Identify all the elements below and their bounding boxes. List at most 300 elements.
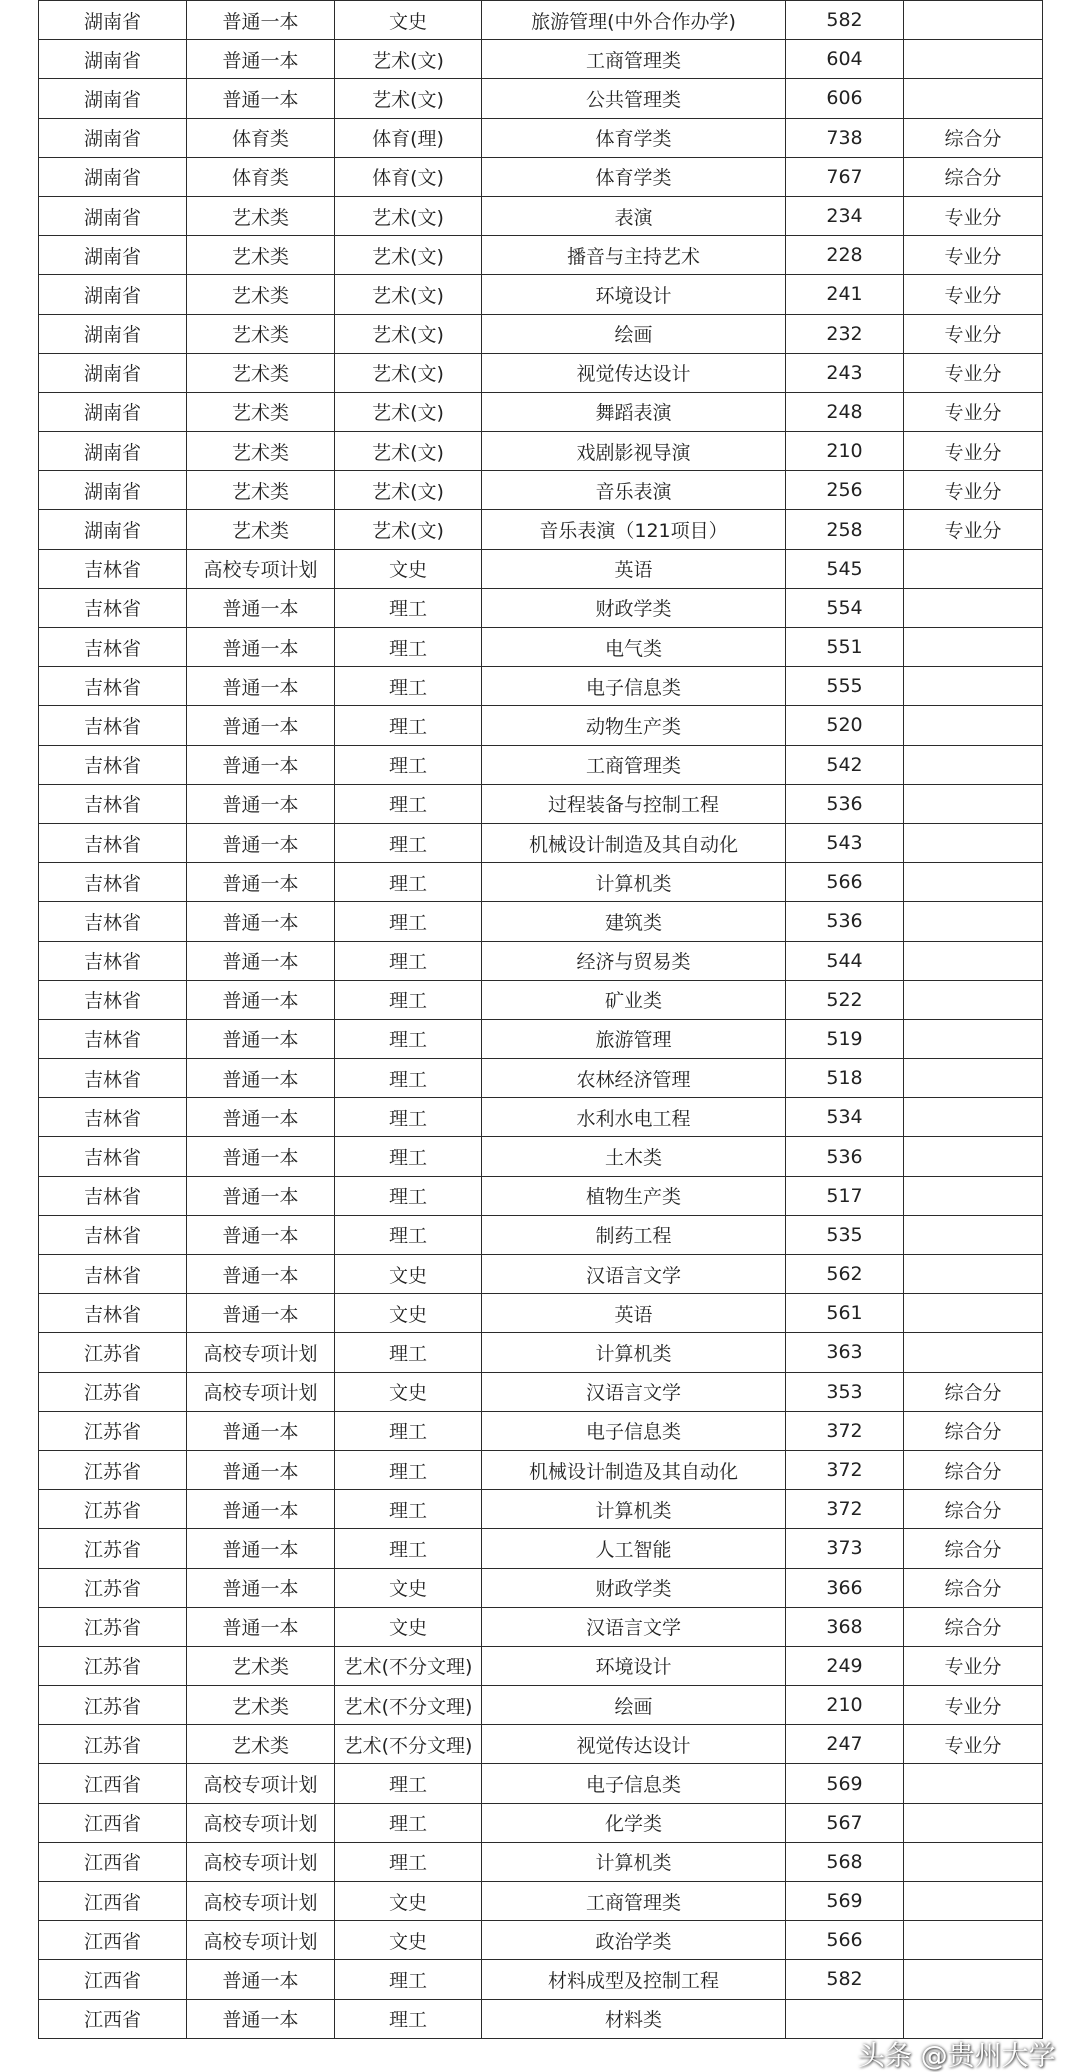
major-cell: 旅游管理(中外合作办学) bbox=[482, 1, 786, 40]
score-cell: 520 bbox=[786, 706, 904, 745]
category-cell: 艺术(不分文理) bbox=[335, 1686, 482, 1725]
note-cell bbox=[904, 941, 1043, 980]
province-cell: 吉林省 bbox=[39, 784, 187, 823]
score-cell: 534 bbox=[786, 1098, 904, 1137]
province-cell: 湖南省 bbox=[39, 510, 187, 549]
table-row bbox=[39, 588, 1043, 627]
batch-cell: 高校专项计划 bbox=[187, 1333, 335, 1372]
category-cell: 艺术(文) bbox=[335, 196, 482, 235]
score-cell: 551 bbox=[786, 628, 904, 667]
table-row bbox=[39, 549, 1043, 588]
score-cell: 606 bbox=[786, 79, 904, 118]
note-cell bbox=[904, 1921, 1043, 1960]
score-cell: 562 bbox=[786, 1255, 904, 1294]
category-cell: 理工 bbox=[335, 863, 482, 902]
category-cell: 理工 bbox=[335, 745, 482, 784]
table-row bbox=[39, 667, 1043, 706]
major-cell: 计算机类 bbox=[482, 863, 786, 902]
batch-cell: 普通一本 bbox=[187, 1607, 335, 1646]
category-cell: 艺术(文) bbox=[335, 314, 482, 353]
major-cell: 绘画 bbox=[482, 1686, 786, 1725]
note-cell bbox=[904, 823, 1043, 862]
category-cell: 文史 bbox=[335, 549, 482, 588]
province-cell: 江苏省 bbox=[39, 1568, 187, 1607]
major-cell: 电子信息类 bbox=[482, 1764, 786, 1803]
batch-cell: 普通一本 bbox=[187, 1450, 335, 1489]
table-row bbox=[39, 40, 1043, 79]
table-row bbox=[39, 706, 1043, 745]
province-cell: 吉林省 bbox=[39, 667, 187, 706]
table-row bbox=[39, 392, 1043, 431]
province-cell: 湖南省 bbox=[39, 118, 187, 157]
major-cell: 植物生产类 bbox=[482, 1176, 786, 1215]
category-cell: 艺术(文) bbox=[335, 40, 482, 79]
major-cell: 工商管理类 bbox=[482, 40, 786, 79]
major-cell: 材料类 bbox=[482, 1999, 786, 2038]
major-cell: 财政学类 bbox=[482, 1568, 786, 1607]
batch-cell: 艺术类 bbox=[187, 471, 335, 510]
category-cell: 文史 bbox=[335, 1882, 482, 1921]
major-cell: 旅游管理 bbox=[482, 1019, 786, 1058]
batch-cell: 艺术类 bbox=[187, 275, 335, 314]
major-cell: 公共管理类 bbox=[482, 79, 786, 118]
score-cell: 517 bbox=[786, 1176, 904, 1215]
province-cell: 江西省 bbox=[39, 1960, 187, 1999]
note-cell bbox=[904, 1960, 1043, 1999]
province-cell: 湖南省 bbox=[39, 471, 187, 510]
batch-cell: 普通一本 bbox=[187, 706, 335, 745]
major-cell: 汉语言文学 bbox=[482, 1607, 786, 1646]
score-cell: 568 bbox=[786, 1842, 904, 1881]
province-cell: 湖南省 bbox=[39, 236, 187, 275]
score-cell: 767 bbox=[786, 157, 904, 196]
category-cell: 理工 bbox=[335, 1098, 482, 1137]
note-cell bbox=[904, 980, 1043, 1019]
batch-cell: 普通一本 bbox=[187, 1411, 335, 1450]
major-cell: 动物生产类 bbox=[482, 706, 786, 745]
province-cell: 江苏省 bbox=[39, 1646, 187, 1685]
score-cell: 536 bbox=[786, 784, 904, 823]
table-row bbox=[39, 1607, 1043, 1646]
category-cell: 理工 bbox=[335, 980, 482, 1019]
table-row bbox=[39, 1646, 1043, 1685]
note-cell: 专业分 bbox=[904, 432, 1043, 471]
major-cell: 计算机类 bbox=[482, 1333, 786, 1372]
province-cell: 吉林省 bbox=[39, 588, 187, 627]
batch-cell: 艺术类 bbox=[187, 353, 335, 392]
table-row bbox=[39, 1842, 1043, 1881]
batch-cell: 体育类 bbox=[187, 118, 335, 157]
major-cell: 人工智能 bbox=[482, 1529, 786, 1568]
table-row bbox=[39, 1529, 1043, 1568]
category-cell: 理工 bbox=[335, 1411, 482, 1450]
table-row bbox=[39, 236, 1043, 275]
major-cell: 播音与主持艺术 bbox=[482, 236, 786, 275]
province-cell: 湖南省 bbox=[39, 314, 187, 353]
major-cell: 过程装备与控制工程 bbox=[482, 784, 786, 823]
major-cell: 电子信息类 bbox=[482, 667, 786, 706]
province-cell: 吉林省 bbox=[39, 1137, 187, 1176]
category-cell: 文史 bbox=[335, 1294, 482, 1333]
note-cell: 专业分 bbox=[904, 392, 1043, 431]
note-cell: 综合分 bbox=[904, 1372, 1043, 1411]
note-cell bbox=[904, 745, 1043, 784]
note-cell: 综合分 bbox=[904, 1411, 1043, 1450]
major-cell: 视觉传达设计 bbox=[482, 353, 786, 392]
category-cell: 体育(理) bbox=[335, 118, 482, 157]
table-row bbox=[39, 1, 1043, 40]
batch-cell: 普通一本 bbox=[187, 1098, 335, 1137]
table-row bbox=[39, 314, 1043, 353]
batch-cell: 普通一本 bbox=[187, 745, 335, 784]
table-row bbox=[39, 1333, 1043, 1372]
table-row bbox=[39, 196, 1043, 235]
note-cell bbox=[904, 1, 1043, 40]
category-cell: 艺术(文) bbox=[335, 432, 482, 471]
note-cell bbox=[904, 628, 1043, 667]
score-cell: 569 bbox=[786, 1882, 904, 1921]
batch-cell: 体育类 bbox=[187, 157, 335, 196]
batch-cell: 高校专项计划 bbox=[187, 1921, 335, 1960]
category-cell: 体育(文) bbox=[335, 157, 482, 196]
major-cell: 工商管理类 bbox=[482, 745, 786, 784]
category-cell: 艺术(文) bbox=[335, 236, 482, 275]
table-row bbox=[39, 1176, 1043, 1215]
category-cell: 艺术(不分文理) bbox=[335, 1725, 482, 1764]
note-cell: 专业分 bbox=[904, 236, 1043, 275]
table-row bbox=[39, 980, 1043, 1019]
score-cell: 522 bbox=[786, 980, 904, 1019]
score-cell: 555 bbox=[786, 667, 904, 706]
score-cell: 249 bbox=[786, 1646, 904, 1685]
province-cell: 湖南省 bbox=[39, 79, 187, 118]
province-cell: 吉林省 bbox=[39, 549, 187, 588]
province-cell: 江西省 bbox=[39, 1921, 187, 1960]
score-cell bbox=[786, 1999, 904, 2038]
score-cell: 247 bbox=[786, 1725, 904, 1764]
province-cell: 吉林省 bbox=[39, 823, 187, 862]
category-cell: 艺术(不分文理) bbox=[335, 1646, 482, 1685]
score-cell: 210 bbox=[786, 432, 904, 471]
major-cell: 汉语言文学 bbox=[482, 1255, 786, 1294]
category-cell: 理工 bbox=[335, 902, 482, 941]
table-row bbox=[39, 902, 1043, 941]
score-cell: 353 bbox=[786, 1372, 904, 1411]
category-cell: 理工 bbox=[335, 1019, 482, 1058]
note-cell bbox=[904, 40, 1043, 79]
batch-cell: 普通一本 bbox=[187, 1019, 335, 1058]
province-cell: 湖南省 bbox=[39, 353, 187, 392]
note-cell: 综合分 bbox=[904, 1529, 1043, 1568]
major-cell: 农林经济管理 bbox=[482, 1059, 786, 1098]
category-cell: 理工 bbox=[335, 1764, 482, 1803]
score-cell: 566 bbox=[786, 1921, 904, 1960]
province-cell: 吉林省 bbox=[39, 1098, 187, 1137]
major-cell: 化学类 bbox=[482, 1803, 786, 1842]
batch-cell: 普通一本 bbox=[187, 79, 335, 118]
batch-cell: 普通一本 bbox=[187, 1215, 335, 1254]
table-row bbox=[39, 510, 1043, 549]
watermark-text: 头条 @贵州大学 bbox=[858, 2041, 1056, 2072]
table-row bbox=[39, 1568, 1043, 1607]
province-cell: 吉林省 bbox=[39, 1255, 187, 1294]
score-cell: 363 bbox=[786, 1333, 904, 1372]
table-row bbox=[39, 1725, 1043, 1764]
province-cell: 吉林省 bbox=[39, 1059, 187, 1098]
category-cell: 理工 bbox=[335, 1529, 482, 1568]
province-cell: 江苏省 bbox=[39, 1450, 187, 1489]
province-cell: 湖南省 bbox=[39, 392, 187, 431]
major-cell: 英语 bbox=[482, 1294, 786, 1333]
province-cell: 江西省 bbox=[39, 1882, 187, 1921]
province-cell: 江苏省 bbox=[39, 1529, 187, 1568]
category-cell: 艺术(文) bbox=[335, 353, 482, 392]
province-cell: 吉林省 bbox=[39, 628, 187, 667]
province-cell: 江苏省 bbox=[39, 1333, 187, 1372]
major-cell: 戏剧影视导演 bbox=[482, 432, 786, 471]
note-cell bbox=[904, 902, 1043, 941]
table-row bbox=[39, 1059, 1043, 1098]
note-cell bbox=[904, 1176, 1043, 1215]
note-cell bbox=[904, 1333, 1043, 1372]
score-cell: 372 bbox=[786, 1490, 904, 1529]
province-cell: 吉林省 bbox=[39, 1176, 187, 1215]
batch-cell: 普通一本 bbox=[187, 588, 335, 627]
batch-cell: 高校专项计划 bbox=[187, 549, 335, 588]
category-cell: 理工 bbox=[335, 1333, 482, 1372]
table-row bbox=[39, 1882, 1043, 1921]
table-row bbox=[39, 1215, 1043, 1254]
table-row bbox=[39, 745, 1043, 784]
batch-cell: 普通一本 bbox=[187, 1294, 335, 1333]
category-cell: 文史 bbox=[335, 1372, 482, 1411]
score-cell: 258 bbox=[786, 510, 904, 549]
note-cell: 专业分 bbox=[904, 1686, 1043, 1725]
note-cell bbox=[904, 1059, 1043, 1098]
category-cell: 理工 bbox=[335, 941, 482, 980]
batch-cell: 普通一本 bbox=[187, 1137, 335, 1176]
note-cell: 专业分 bbox=[904, 1646, 1043, 1685]
batch-cell: 高校专项计划 bbox=[187, 1842, 335, 1881]
table-row bbox=[39, 1999, 1043, 2038]
note-cell bbox=[904, 1764, 1043, 1803]
score-cell: 232 bbox=[786, 314, 904, 353]
major-cell: 视觉传达设计 bbox=[482, 1725, 786, 1764]
province-cell: 湖南省 bbox=[39, 196, 187, 235]
major-cell: 环境设计 bbox=[482, 1646, 786, 1685]
note-cell: 综合分 bbox=[904, 118, 1043, 157]
batch-cell: 艺术类 bbox=[187, 196, 335, 235]
note-cell: 专业分 bbox=[904, 1725, 1043, 1764]
table-row bbox=[39, 1137, 1043, 1176]
batch-cell: 艺术类 bbox=[187, 432, 335, 471]
province-cell: 江西省 bbox=[39, 1842, 187, 1881]
batch-cell: 高校专项计划 bbox=[187, 1372, 335, 1411]
major-cell: 环境设计 bbox=[482, 275, 786, 314]
table-row bbox=[39, 1098, 1043, 1137]
province-cell: 吉林省 bbox=[39, 745, 187, 784]
category-cell: 艺术(文) bbox=[335, 79, 482, 118]
category-cell: 文史 bbox=[335, 1255, 482, 1294]
batch-cell: 高校专项计划 bbox=[187, 1764, 335, 1803]
major-cell: 计算机类 bbox=[482, 1490, 786, 1529]
major-cell: 计算机类 bbox=[482, 1842, 786, 1881]
score-cell: 535 bbox=[786, 1215, 904, 1254]
category-cell: 理工 bbox=[335, 823, 482, 862]
major-cell: 体育学类 bbox=[482, 118, 786, 157]
score-cell: 542 bbox=[786, 745, 904, 784]
province-cell: 江西省 bbox=[39, 1764, 187, 1803]
province-cell: 吉林省 bbox=[39, 863, 187, 902]
province-cell: 江西省 bbox=[39, 1803, 187, 1842]
score-cell: 738 bbox=[786, 118, 904, 157]
table-row bbox=[39, 1372, 1043, 1411]
category-cell: 理工 bbox=[335, 1137, 482, 1176]
table-row bbox=[39, 1803, 1043, 1842]
score-cell: 228 bbox=[786, 236, 904, 275]
category-cell: 文史 bbox=[335, 1607, 482, 1646]
province-cell: 湖南省 bbox=[39, 1, 187, 40]
major-cell: 电子信息类 bbox=[482, 1411, 786, 1450]
note-cell: 专业分 bbox=[904, 314, 1043, 353]
category-cell: 理工 bbox=[335, 1450, 482, 1489]
batch-cell: 艺术类 bbox=[187, 1725, 335, 1764]
table-row bbox=[39, 941, 1043, 980]
score-cell: 210 bbox=[786, 1686, 904, 1725]
note-cell: 综合分 bbox=[904, 157, 1043, 196]
note-cell: 综合分 bbox=[904, 1607, 1043, 1646]
score-cell: 604 bbox=[786, 40, 904, 79]
province-cell: 江苏省 bbox=[39, 1411, 187, 1450]
major-cell: 建筑类 bbox=[482, 902, 786, 941]
table-row bbox=[39, 1490, 1043, 1529]
note-cell bbox=[904, 79, 1043, 118]
table-row bbox=[39, 1450, 1043, 1489]
table-row bbox=[39, 1294, 1043, 1333]
major-cell: 汉语言文学 bbox=[482, 1372, 786, 1411]
category-cell: 艺术(文) bbox=[335, 471, 482, 510]
batch-cell: 普通一本 bbox=[187, 980, 335, 1019]
major-cell: 政治学类 bbox=[482, 1921, 786, 1960]
major-cell: 机械设计制造及其自动化 bbox=[482, 1450, 786, 1489]
province-cell: 湖南省 bbox=[39, 432, 187, 471]
major-cell: 土木类 bbox=[482, 1137, 786, 1176]
province-cell: 吉林省 bbox=[39, 1215, 187, 1254]
score-cell: 248 bbox=[786, 392, 904, 431]
score-cell: 256 bbox=[786, 471, 904, 510]
table-row bbox=[39, 471, 1043, 510]
category-cell: 文史 bbox=[335, 1, 482, 40]
category-cell: 理工 bbox=[335, 1999, 482, 2038]
province-cell: 吉林省 bbox=[39, 706, 187, 745]
major-cell: 英语 bbox=[482, 549, 786, 588]
score-cell: 372 bbox=[786, 1411, 904, 1450]
batch-cell: 艺术类 bbox=[187, 1686, 335, 1725]
score-cell: 536 bbox=[786, 902, 904, 941]
table-row bbox=[39, 1019, 1043, 1058]
province-cell: 江苏省 bbox=[39, 1372, 187, 1411]
score-table bbox=[38, 0, 1043, 2039]
score-cell: 536 bbox=[786, 1137, 904, 1176]
batch-cell: 普通一本 bbox=[187, 823, 335, 862]
category-cell: 艺术(文) bbox=[335, 275, 482, 314]
batch-cell: 艺术类 bbox=[187, 510, 335, 549]
batch-cell: 普通一本 bbox=[187, 784, 335, 823]
major-cell: 表演 bbox=[482, 196, 786, 235]
note-cell bbox=[904, 1137, 1043, 1176]
table-row bbox=[39, 353, 1043, 392]
note-cell bbox=[904, 1803, 1043, 1842]
table-row bbox=[39, 784, 1043, 823]
batch-cell: 普通一本 bbox=[187, 1176, 335, 1215]
score-cell: 567 bbox=[786, 1803, 904, 1842]
note-cell bbox=[904, 667, 1043, 706]
major-cell: 舞蹈表演 bbox=[482, 392, 786, 431]
major-cell: 绘画 bbox=[482, 314, 786, 353]
province-cell: 江苏省 bbox=[39, 1490, 187, 1529]
note-cell bbox=[904, 1294, 1043, 1333]
batch-cell: 普通一本 bbox=[187, 902, 335, 941]
table-row bbox=[39, 1921, 1043, 1960]
batch-cell: 普通一本 bbox=[187, 40, 335, 79]
category-cell: 理工 bbox=[335, 706, 482, 745]
score-cell: 544 bbox=[786, 941, 904, 980]
table-row bbox=[39, 118, 1043, 157]
note-cell: 专业分 bbox=[904, 275, 1043, 314]
category-cell: 理工 bbox=[335, 628, 482, 667]
batch-cell: 普通一本 bbox=[187, 1, 335, 40]
major-cell: 体育学类 bbox=[482, 157, 786, 196]
table-row bbox=[39, 1960, 1043, 1999]
table-row bbox=[39, 79, 1043, 118]
major-cell: 音乐表演（121项目） bbox=[482, 510, 786, 549]
province-cell: 江苏省 bbox=[39, 1725, 187, 1764]
note-cell bbox=[904, 863, 1043, 902]
score-cell: 372 bbox=[786, 1450, 904, 1489]
province-cell: 湖南省 bbox=[39, 275, 187, 314]
score-cell: 582 bbox=[786, 1, 904, 40]
category-cell: 文史 bbox=[335, 1568, 482, 1607]
major-cell: 经济与贸易类 bbox=[482, 941, 786, 980]
score-cell: 243 bbox=[786, 353, 904, 392]
note-cell bbox=[904, 1842, 1043, 1881]
batch-cell: 普通一本 bbox=[187, 863, 335, 902]
batch-cell: 普通一本 bbox=[187, 1255, 335, 1294]
table-row bbox=[39, 1411, 1043, 1450]
score-cell: 545 bbox=[786, 549, 904, 588]
batch-cell: 普通一本 bbox=[187, 1059, 335, 1098]
province-cell: 吉林省 bbox=[39, 1294, 187, 1333]
score-cell: 582 bbox=[786, 1960, 904, 1999]
score-cell: 366 bbox=[786, 1568, 904, 1607]
score-cell: 518 bbox=[786, 1059, 904, 1098]
table-row bbox=[39, 1255, 1043, 1294]
category-cell: 理工 bbox=[335, 588, 482, 627]
score-cell: 566 bbox=[786, 863, 904, 902]
province-cell: 吉林省 bbox=[39, 980, 187, 1019]
table-row bbox=[39, 1686, 1043, 1725]
batch-cell: 普通一本 bbox=[187, 1490, 335, 1529]
note-cell bbox=[904, 549, 1043, 588]
province-cell: 吉林省 bbox=[39, 902, 187, 941]
major-cell: 材料成型及控制工程 bbox=[482, 1960, 786, 1999]
batch-cell: 高校专项计划 bbox=[187, 1803, 335, 1842]
table-row bbox=[39, 823, 1043, 862]
table-row bbox=[39, 628, 1043, 667]
category-cell: 理工 bbox=[335, 1490, 482, 1529]
province-cell: 江西省 bbox=[39, 1999, 187, 2038]
major-cell: 电气类 bbox=[482, 628, 786, 667]
